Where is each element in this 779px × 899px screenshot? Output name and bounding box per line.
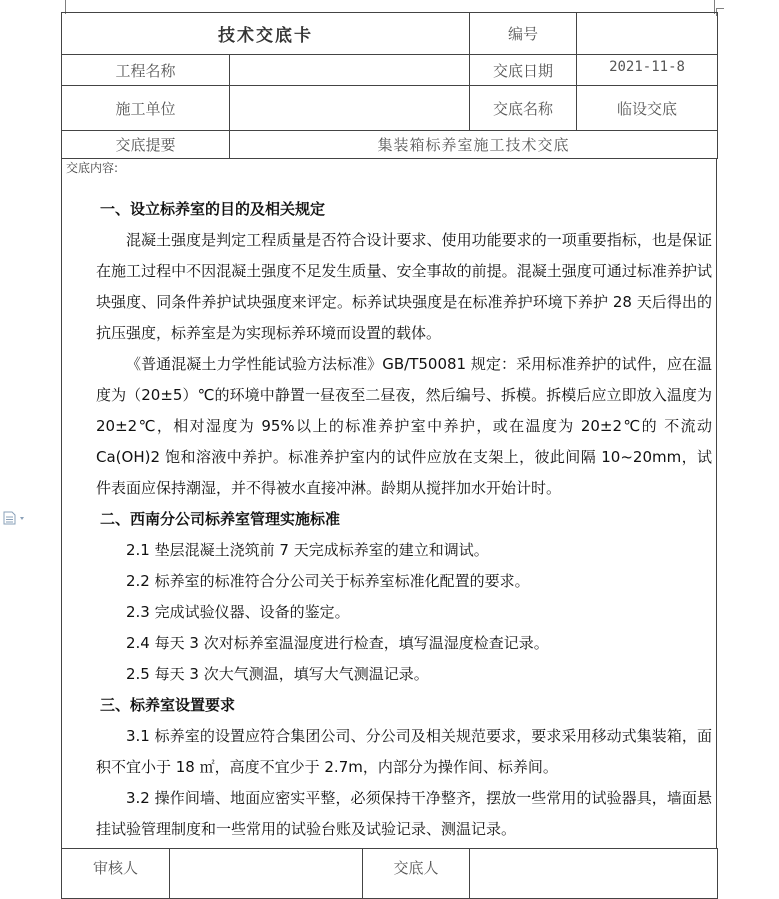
disclosure-name-label: 交底名称 (470, 86, 577, 131)
paragraph: 《普通混凝土力学性能试验方法标准》GB/T50081 规定：采用标准养护的试件，应在温度为（20±5）℃的环境中静置一昼夜至二昼夜，然后编号、拆模。拆模后应立即放入温度为 20±2℃，相对湿度为 95%以上的标准养护室中养护，或在温度为 20±2℃的 不流动 Ca(OH)2 饱和溶液中养护。标准养护室内的试件应放在支架上，彼此间隔 10~20mm，试件表面应保持潮湿，并不得被水直接冲淋。龄期从搅拌加水开始计时。 (96, 355, 712, 497)
section-heading: 一、设立标养室的目的及相关规定 (100, 200, 326, 218)
list-item: 2.5 每天 3 次大气测温，填写大气测温记录。 (126, 665, 429, 683)
paragraph: 3.1 标养室的设置应符合集团公司、分公司及相关规范要求，要求采用移动式集装箱，面积不宜小于 18 ㎡，高度不宜少于 2.7m，内部分为操作间、标养间。 (96, 727, 712, 776)
date-value: 2021-11-8 (577, 55, 718, 86)
date-label: 交底日期 (470, 55, 577, 86)
content-body (96, 194, 712, 845)
project-name-value (230, 55, 470, 86)
construction-unit-label: 施工单位 (62, 86, 230, 131)
paragraph: 3.2 操作间墙、地面应密实平整，必须保持干净整齐，摆放一些常用的试验器具，墙面悬挂试验管理制度和一些常用的试验台账及试验记录、测温记录。 (96, 789, 712, 838)
footer-table (61, 848, 718, 899)
construction-unit-value (230, 86, 470, 131)
list-item: 2.4 每天 3 次对标养室温湿度进行检查，填写温湿度检查记录。 (126, 634, 549, 652)
project-name-label: 工程名称 (62, 55, 230, 86)
reviewer-label: 审核人 (62, 849, 170, 899)
discloser-label: 交底人 (363, 849, 470, 899)
crop-mark (716, 8, 724, 9)
disclosure-name-value: 临设交底 (577, 86, 718, 131)
card-title: 技术交底卡 (62, 13, 470, 55)
number-label: 编号 (470, 13, 577, 55)
discloser-value (470, 849, 718, 899)
summary-label: 交底提要 (62, 131, 230, 159)
content-label: 交底内容: (66, 161, 119, 175)
list-item: 2.1 垫层混凝土浇筑前 7 天完成标养室的建立和调试。 (126, 541, 489, 559)
paragraph: 混凝土强度是判定工程质量是否符合设计要求、使用功能要求的一项重要指标，也是保证在施工过程中不因混凝土强度不足发生质量、安全事故的前提。混凝土强度可通过标准养护试块强度、同条件养护试块强度来评定。标养试块强度是在标准养护环境下养护 28 天后得出的抗压强度，标养室是为实现标养环境而设置的载体。 (96, 231, 712, 342)
reviewer-value (170, 849, 363, 899)
section-heading: 三、标养室设置要求 (100, 696, 236, 714)
content-area (61, 158, 717, 848)
header-table (61, 12, 718, 159)
list-item: 2.3 完成试验仪器、设备的鉴定。 (126, 603, 350, 621)
section-heading: 二、西南分公司标养室管理实施标准 (100, 510, 341, 528)
number-value (577, 13, 718, 55)
summary-value: 集装箱标养室施工技术交底 (230, 131, 718, 159)
list-item: 2.2 标养室的标准符合分公司关于标养室标准化配置的要求。 (126, 572, 530, 590)
document-menu-icon[interactable] (3, 510, 27, 524)
